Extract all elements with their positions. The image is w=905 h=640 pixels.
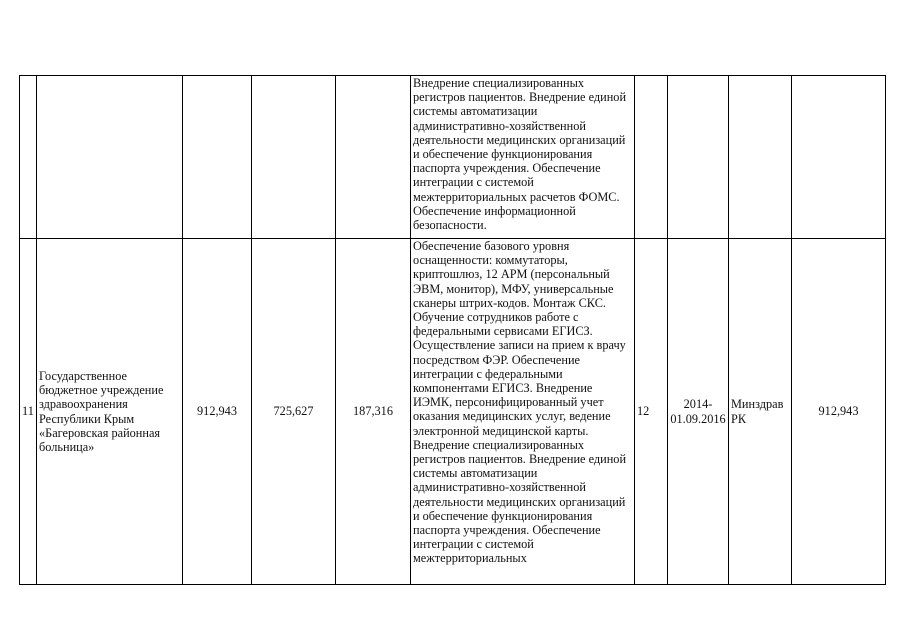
cell-federal: 725,627	[252, 239, 336, 585]
cell-amount	[792, 76, 886, 239]
cell-quantity	[635, 76, 668, 239]
cell-index: 11	[20, 239, 37, 585]
cell-total	[183, 76, 252, 239]
cell-regional: 187,316	[336, 239, 411, 585]
cell-period: 2014-01.09.2016	[668, 239, 729, 585]
table-row	[20, 239, 886, 585]
cell-quantity: 12	[635, 239, 668, 585]
cell-organization	[37, 76, 183, 239]
cell-responsible	[729, 76, 792, 239]
cell-organization: Государственное бюджетное учреждение здравоохранения Республики Крым «Багеровская районная больница»	[37, 239, 183, 585]
program-table	[19, 75, 886, 585]
cell-total: 912,943	[183, 239, 252, 585]
cell-index	[20, 76, 37, 239]
cell-period	[668, 76, 729, 239]
cell-description: Внедрение специализированных регистров пациентов. Внедрение единой системы автоматизации административно-хозяйственной деятельности медицинских организаций и обеспечение функционирования паспорта учреждения. Обеспечение интеграции с системой межтерриториальных расчетов ФОМС. Обеспечение информационной безопасности.	[411, 76, 635, 239]
cell-amount: 912,943	[792, 239, 886, 585]
table-row	[20, 76, 886, 239]
cell-responsible: Минздрав РК	[729, 239, 792, 585]
cell-description: Обеспечение базового уровня оснащенности: коммутаторы, криптошлюз, 12 АРМ (персональный ЭВМ, монитор), МФУ, универсальные сканеры штрих-кодов. Монтаж СКС. Обучение сотрудников работе с федеральными сервисами ЕГИСЗ. Осуществление записи на прием к врачу посредством ФЭР. Обеспечение интеграции с федеральными компонентами ЕГИСЗ. Внедрение ИЭМК, персонифицированный учет оказания медицинских услуг, ведение электронной медицинской карты. Внедрение специализированных регистров пациентов. Внедрение единой системы автоматизации административно-хозяйственной деятельности медицинских организаций и обеспечение функционирования паспорта учреждения. Обеспечение интеграции с системой межтерриториальных	[411, 239, 635, 585]
cell-federal	[252, 76, 336, 239]
cell-regional	[336, 76, 411, 239]
